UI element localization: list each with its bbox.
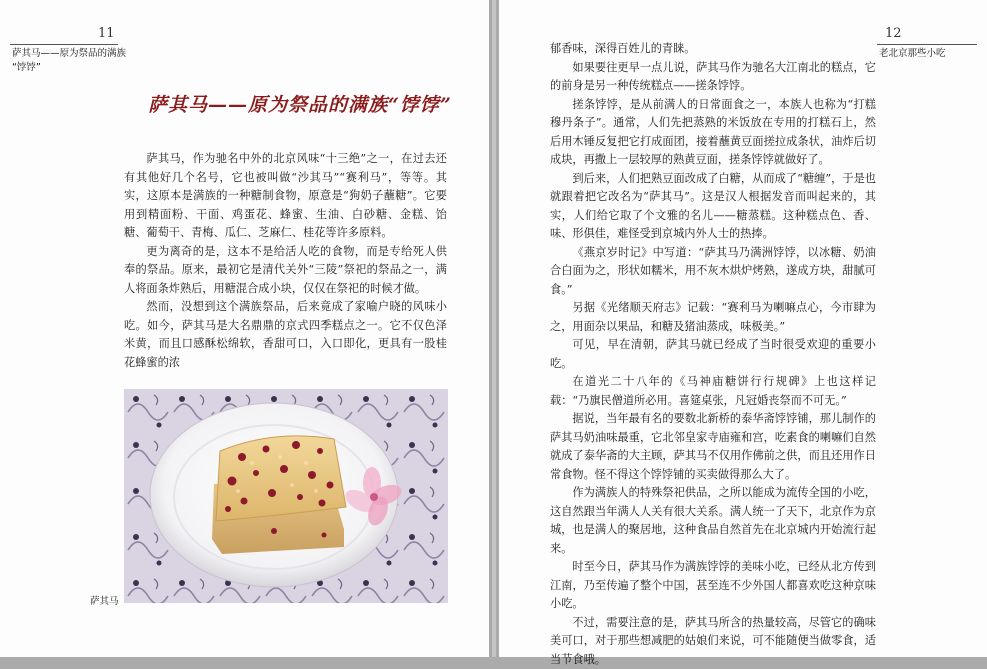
right-paragraph: 如果要往更早一点儿说，萨其马作为驰名大江南北的糕点，它的前身是另一种传统糕点——搓条饽饽。: [550, 59, 876, 96]
right-paragraph: 《燕京岁时记》中写道：“萨其马乃满洲饽饽，以冰糖、奶油合白面为之，形状如糯米，用不灰木烘炉烤熟，遂成方块，甜腻可食。”: [550, 244, 876, 300]
right-paragraph: 搓条饽饽，是从前满人的日常面食之一，本族人也称为“打糕穆丹条子”。通常，人们先把蒸熟的米饭放在专用的打糕石上，然后用木锤反复把它打成面团，接着蘸黄豆面搓拉成条状，油炸后切成块，再撒上一层较厚的熟黄豆面，搓条饽饽就做好了。: [550, 96, 876, 170]
sachima-photo: [124, 389, 448, 603]
right-paragraph: 作为满族人的特殊祭祀供品，之所以能成为流传全国的小吃，这自然跟当年满人人关有很大关系。满人统一了天下，北京作为京城，也是满人的聚居地，这种食品自然首先在北京城内开始流行起来。: [550, 484, 876, 558]
right-paragraph: 在道光二十八年的《马神庙糖饼行行规碑》上也这样记载：“乃旗民僧道所必用。喜筵桌张，凡冠婚丧祭而不可无。”: [550, 373, 876, 410]
left-paragraph: 然而，没想到这个满族祭品，后来竟成了家喻户晓的风味小吃。如今，萨其马是大名鼎鼎的京式四季糕点之一。它不仅色泽米黄，而且口感酥松绵软，香甜可口，入口即化，更具有一股桂花蜂蜜的浓: [124, 298, 447, 372]
header-rule-left: [10, 44, 118, 45]
article-title: 萨其马——原为祭品的满族“饽饽”: [148, 90, 468, 117]
right-paragraph: 不过，需要注意的是，萨其马所含的热量较高，尽管它的确味美可口，对于那些想减肥的姑娘们来说，可不能随便当做零食，适当节食哦。: [550, 614, 876, 669]
photo-caption: 萨其马: [90, 593, 119, 607]
right-paragraph: 时至今日，萨其马作为满族饽饽的美味小吃，已经从北方传到江南，乃至传遍了整个中国，甚至连不少外国人都喜欢吃这种京味小吃。: [550, 558, 876, 614]
header-rule-right: [877, 44, 977, 45]
running-head-left: [12, 47, 126, 75]
running-head-right: 老北京那些小吃: [879, 47, 946, 61]
right-paragraph: 到后来，人们把熟豆面改成了白糖，从而成了“糖缠”，于是也就跟着把它改名为“萨其马”。这是汉人根据发音而叫起来的，其实，人们给它取了个文雅的名儿——糖蒸糕。这种糕点色、香、味、形俱佳，难怪受到京城内外人士的热捧。: [550, 170, 876, 244]
right-body-text: [550, 40, 876, 669]
right-paragraph: 据说，当年最有名的要数北新桥的泰华斋饽饽铺，那儿制作的萨其马奶油味最重，它北邻皇家寺庙雍和宫，吃素食的喇嘛们自然就成了泰华斋的大主顾，萨其马不仅用作佛前之供，而且还用作日常食物。怪不得这个饽饽铺的买卖做得那么大了。: [550, 410, 876, 484]
running-head-left-line2: “饽饽”: [12, 61, 126, 75]
right-paragraph: 另据《光绪顺天府志》记载：“赛利马为喇嘛点心，今市肆为之，用面杂以果品，和糖及猪油蒸成，味极美。”: [550, 299, 876, 336]
right-paragraph: 郁香味，深得百姓儿的青睐。: [550, 40, 876, 59]
page-number-right: 12: [885, 26, 902, 41]
right-paragraph: 可见，早在清朝，萨其马就已经成了当时很受欢迎的重要小吃。: [550, 336, 876, 373]
left-paragraph: 更为离奇的是，这本不是给活人吃的食物，而是专给死人供奉的祭品。原来，最初它是清代关外“三陵”祭祀的祭品之一，满人将面条炸熟后，用糖混合成小块，仅仅在祭祀的时候才做。: [124, 243, 447, 299]
left-body-text: [124, 150, 447, 372]
running-head-left-line1: 萨其马——原为祭品的满族: [12, 47, 126, 61]
left-page: [0, 0, 489, 657]
left-paragraph: 萨其马，作为驰名中外的北京风味“十三绝”之一，在过去还有其他好几个名号，它也被叫做“沙其马”“赛利马”，等等。其实，这原本是满族的一种糖制食物，原意是“狗奶子蘸糖”。它要用到精面粉、干面、鸡蛋花、蜂蜜、生油、白砂糖、金糕、饴糖、葡萄干、青梅、瓜仁、芝麻仁、桂花等许多原料。: [124, 150, 447, 243]
page-number-left: 11: [98, 26, 115, 41]
